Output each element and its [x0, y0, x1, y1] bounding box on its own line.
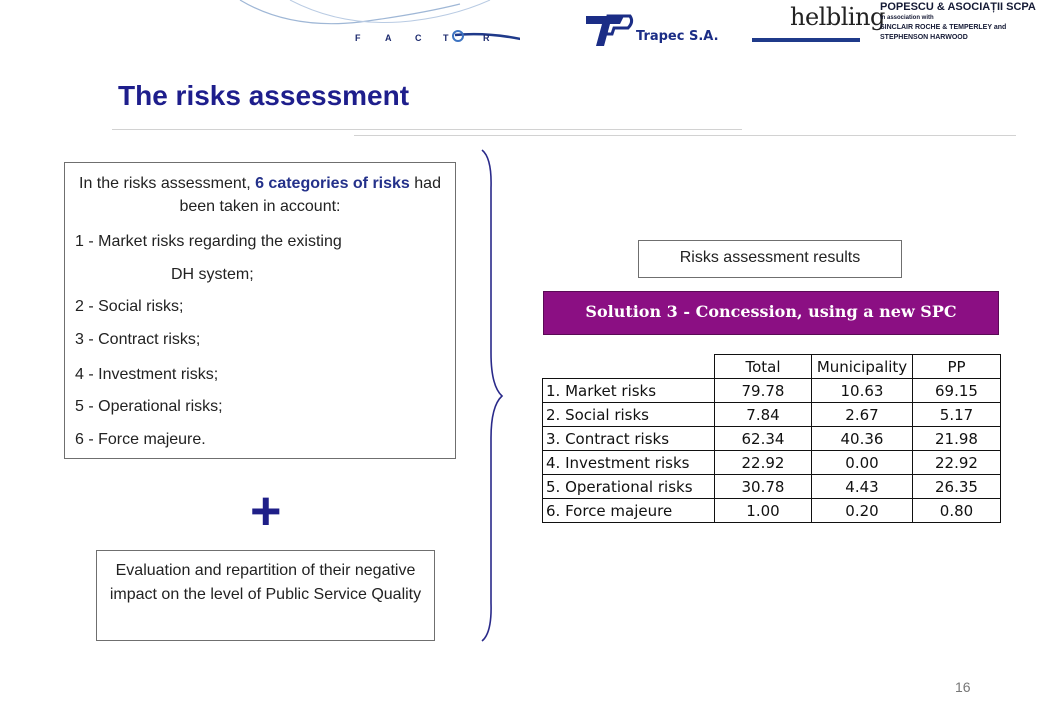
- table-row: [543, 499, 1001, 523]
- cell-total: 22.92: [715, 451, 812, 475]
- right-brace-icon: [476, 148, 506, 643]
- title-divider: [112, 129, 742, 130]
- cell-total: 1.00: [715, 499, 812, 523]
- risk-table: [542, 354, 1001, 523]
- popescu-line-1: SINCLAIR ROCHE & TEMPERLEY and: [880, 24, 1007, 31]
- evaluation-text: Evaluation and repartition of their negative impact on the level of Public Service Quality: [109, 562, 422, 603]
- popescu-subtitle: in association with: [880, 15, 934, 21]
- cell-municipality: 10.63: [812, 379, 913, 403]
- cell-pp: 21.98: [913, 427, 1001, 451]
- column-header: Municipality: [812, 355, 913, 379]
- table-header-row: [543, 355, 1001, 379]
- cell-total: 30.78: [715, 475, 812, 499]
- factor-letter: R: [483, 33, 490, 43]
- category-item: 2 - Social risks;: [75, 298, 184, 315]
- factor-letter: A: [385, 33, 392, 43]
- intro-text: had been taken in account:: [179, 175, 441, 215]
- cell-total: 62.34: [715, 427, 812, 451]
- cell-total: 79.78: [715, 379, 812, 403]
- page-number: 16: [955, 679, 971, 695]
- cell-municipality: 0.00: [812, 451, 913, 475]
- solution-title: Solution 3 - Concession, using a new SPC: [585, 302, 957, 321]
- title-divider: [354, 135, 1016, 136]
- helbling-logo: helbling: [790, 3, 885, 31]
- factor-letter: F: [355, 33, 361, 43]
- row-label: 4. Investment risks: [543, 451, 715, 475]
- row-label: 5. Operational risks: [543, 475, 715, 499]
- cell-municipality: 2.67: [812, 403, 913, 427]
- category-item: 5 - Operational risks;: [75, 398, 223, 415]
- cell-pp: 0.80: [913, 499, 1001, 523]
- table-row: [543, 379, 1001, 403]
- intro-text: In the risks assessment,: [79, 175, 256, 192]
- table-corner: [543, 355, 715, 379]
- cell-municipality: 0.20: [812, 499, 913, 523]
- row-label: 6. Force majeure: [543, 499, 715, 523]
- results-label: Risks assessment results: [679, 249, 861, 266]
- popescu-logo: [880, 0, 1040, 43]
- category-item: 3 - Contract risks;: [75, 331, 201, 348]
- table-row: [543, 475, 1001, 499]
- column-header: PP: [913, 355, 1001, 379]
- cell-municipality: 40.36: [812, 427, 913, 451]
- factor-logo: [230, 0, 520, 55]
- cell-pp: 22.92: [913, 451, 1001, 475]
- popescu-line-2: STEPHENSON HARWOOD: [880, 34, 968, 41]
- factor-letter: T: [443, 33, 449, 43]
- trapec-logo-icon: [584, 12, 634, 48]
- table-row: [543, 451, 1001, 475]
- row-label: 1. Market risks: [543, 379, 715, 403]
- table-row: [543, 403, 1001, 427]
- page-title: The risks assessment: [118, 80, 410, 111]
- row-label: 3. Contract risks: [543, 427, 715, 451]
- cell-total: 7.84: [715, 403, 812, 427]
- intro-highlight: 6 categories of risks: [255, 175, 410, 192]
- factor-letter: C: [415, 33, 422, 43]
- cell-pp: 69.15: [913, 379, 1001, 403]
- header-accent-bar: [752, 38, 860, 42]
- column-header: Total: [715, 355, 812, 379]
- categories-intro: [66, 172, 454, 218]
- category-item: 6 - Force majeure.: [75, 431, 206, 448]
- category-item: DH system;: [171, 266, 254, 283]
- plus-sign: +: [250, 481, 282, 541]
- trapec-logo-text: Trapec S.A.: [636, 29, 719, 44]
- category-item: 4 - Investment risks;: [75, 366, 219, 383]
- cell-pp: 26.35: [913, 475, 1001, 499]
- category-item: 1 - Market risks regarding the existing: [75, 233, 342, 250]
- cell-pp: 5.17: [913, 403, 1001, 427]
- table-row: [543, 427, 1001, 451]
- popescu-title: POPESCU & ASOCIAȚII SCPA: [880, 1, 1036, 13]
- row-label: 2. Social risks: [543, 403, 715, 427]
- cell-municipality: 4.43: [812, 475, 913, 499]
